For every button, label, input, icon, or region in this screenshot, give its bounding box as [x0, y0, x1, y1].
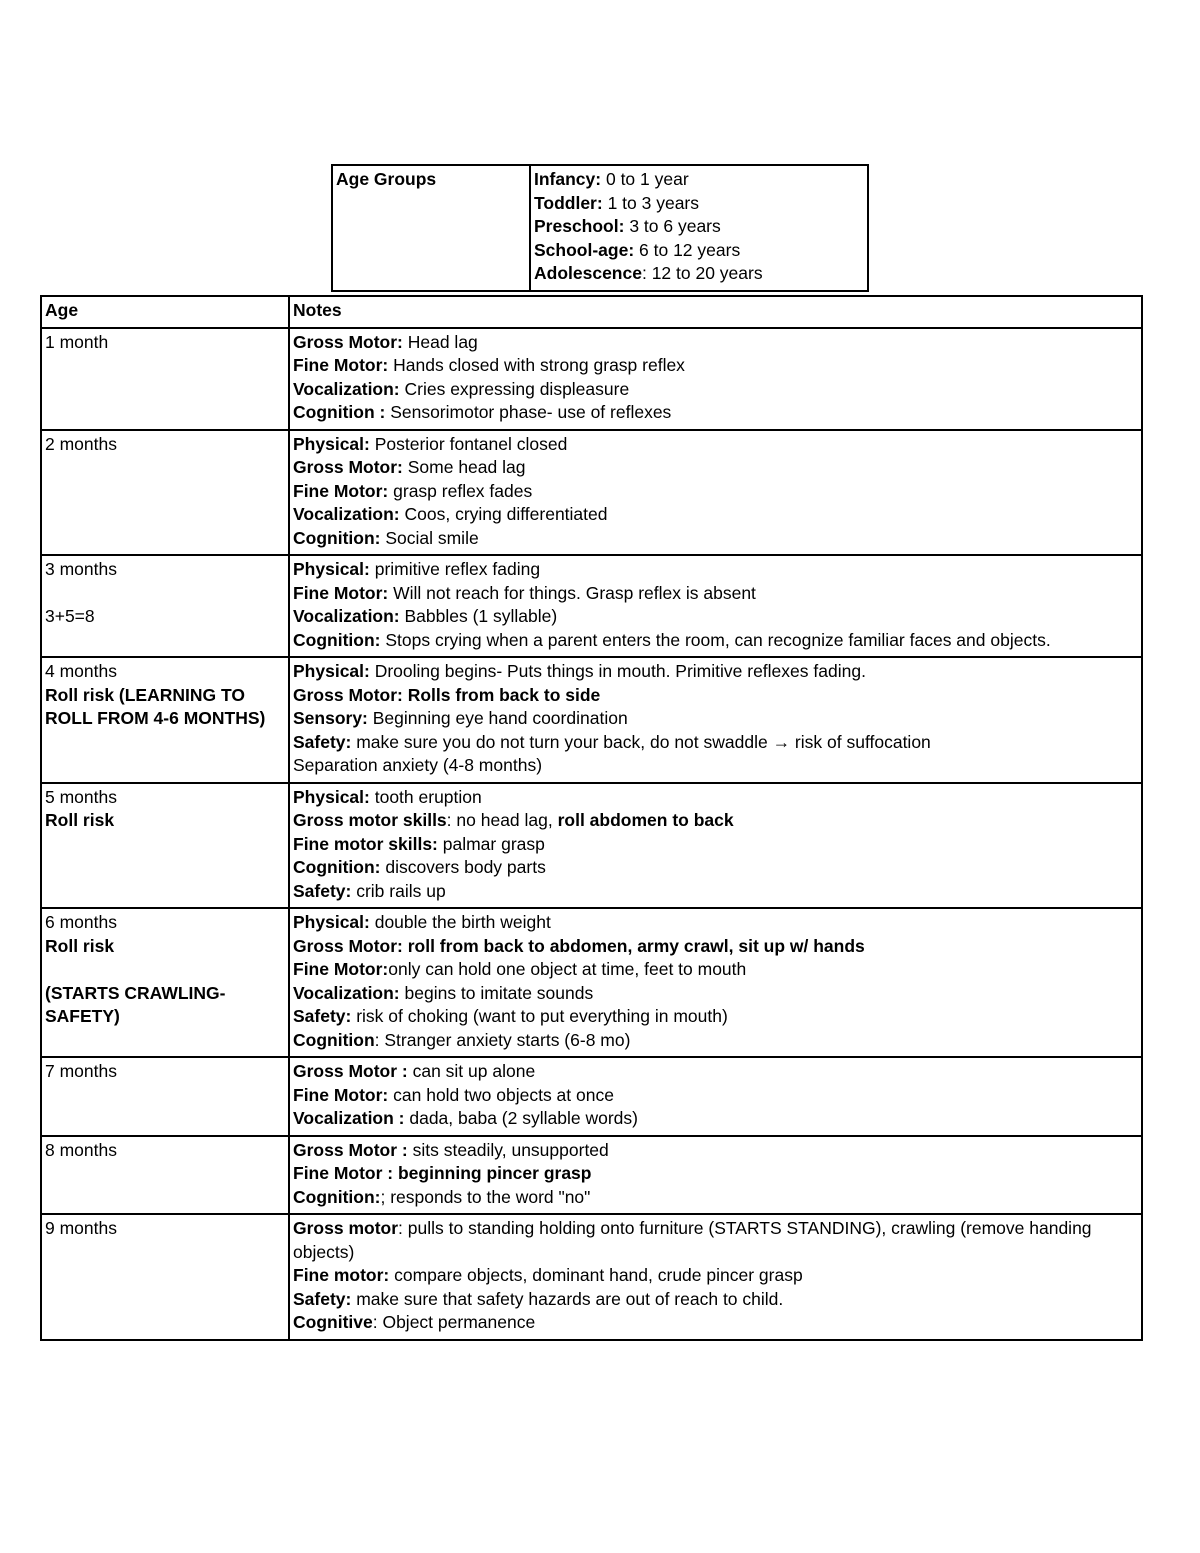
- note-text: only can hold one object at time, feet to mouth: [388, 959, 747, 979]
- note-category: Gross Motor :: [293, 1139, 408, 1160]
- note-line: [293, 1288, 1138, 1312]
- note-line: [293, 754, 1138, 778]
- milestones-table: [40, 295, 1143, 1341]
- age-groups-list: [530, 165, 868, 291]
- age-column-header: Age: [41, 296, 289, 328]
- notes-cell: [289, 430, 1142, 556]
- age-line: 3+5=8: [45, 606, 95, 626]
- note-text: grasp reflex fades: [388, 480, 533, 501]
- note-text: Will not reach for things. Grasp reflex is absent: [388, 582, 756, 603]
- note-text: can sit up alone: [407, 1061, 536, 1081]
- note-text: palmar grasp: [437, 833, 545, 854]
- age-group-range: 6 to 12 years: [634, 239, 741, 260]
- age-line: 2 months: [45, 433, 117, 454]
- notes-column-header: Notes: [289, 296, 1142, 328]
- note-line: [293, 982, 1138, 1006]
- note-text: Babbles (1 syllable): [399, 606, 558, 626]
- age-group-range: 3 to 6 years: [624, 216, 721, 236]
- note-category: Fine Motor:: [293, 582, 389, 603]
- note-text: Separation anxiety (4-8 months): [293, 755, 543, 775]
- age-line: Roll risk (LEARNING TO ROLL FROM 4-6 MONTHS): [45, 684, 266, 728]
- note-line: [293, 880, 1138, 904]
- note-category: Cognition: [293, 1029, 375, 1050]
- note-line: [293, 856, 1138, 880]
- note-category: Vocalization:: [293, 504, 400, 524]
- age-line: (STARTS CRAWLING- SAFETY): [45, 982, 226, 1026]
- note-text: Posterior fontanel closed: [369, 433, 568, 454]
- note-line: [293, 582, 1138, 606]
- note-category: roll abdomen to back: [557, 810, 734, 830]
- age-group-item: [534, 239, 864, 263]
- note-text: Some head lag: [402, 457, 526, 477]
- note-category: Safety:: [293, 880, 352, 901]
- age-line: Roll risk: [45, 935, 115, 956]
- notes-cell: [289, 657, 1142, 783]
- note-category: Gross Motor:: [293, 331, 403, 352]
- note-text: ; responds to the word "no": [380, 1186, 591, 1207]
- note-category: Gross motor: [293, 1218, 399, 1238]
- note-line: [293, 1029, 1138, 1053]
- note-line: [293, 731, 1138, 755]
- note-category: Physical:: [293, 433, 370, 454]
- note-text: tooth eruption: [369, 786, 482, 807]
- age-cell: [41, 783, 289, 909]
- notes-cell: [289, 1136, 1142, 1215]
- age-cell: [41, 430, 289, 556]
- note-category: Cognitive: [293, 1312, 373, 1332]
- note-category: Vocalization:: [293, 606, 400, 626]
- note-text: discovers body parts: [380, 857, 546, 877]
- note-line: [293, 1264, 1138, 1288]
- note-text: : Stranger anxiety starts (6-8 mo): [374, 1029, 631, 1050]
- note-category: Sensory:: [293, 708, 368, 728]
- note-category: Vocalization:: [293, 982, 400, 1003]
- note-line: [293, 1005, 1138, 1029]
- note-line: [293, 331, 1138, 355]
- age-cell: [41, 908, 289, 1057]
- notes-cell: [289, 783, 1142, 909]
- age-cell: [41, 1136, 289, 1215]
- note-category: Physical:: [293, 786, 370, 807]
- note-category: Physical:: [293, 912, 370, 932]
- table-row: [41, 908, 1142, 1057]
- note-category: Cognition:: [293, 857, 381, 877]
- note-category: Fine Motor:: [293, 1084, 389, 1105]
- note-line: [293, 480, 1138, 504]
- note-text: make sure you do not turn your back, do not swaddle → risk of suffocation: [351, 731, 931, 752]
- age-groups-label: Age Groups: [332, 165, 530, 291]
- note-category: Fine Motor:: [293, 355, 389, 375]
- notes-cell: [289, 1214, 1142, 1340]
- age-group-name: Infancy:: [534, 169, 602, 189]
- notes-cell: [289, 328, 1142, 430]
- table-row: [41, 1136, 1142, 1215]
- note-text: risk of choking (want to put everything in mouth): [351, 1006, 728, 1026]
- note-line: [293, 1107, 1138, 1131]
- age-group-item: [534, 215, 864, 239]
- note-text: can hold two objects at once: [388, 1084, 614, 1105]
- note-category: Gross Motor: roll from back to abdomen, army crawl, sit up w/ hands: [293, 935, 865, 956]
- note-line: [293, 958, 1138, 982]
- note-line: [293, 1060, 1138, 1084]
- note-category: Fine Motor:: [293, 959, 389, 979]
- note-line: [293, 1139, 1138, 1163]
- age-group-item: [534, 168, 864, 192]
- note-line: [293, 809, 1138, 833]
- note-category: Fine Motor:: [293, 480, 389, 501]
- note-line: [293, 401, 1138, 425]
- note-line: [293, 433, 1138, 457]
- table-row: [41, 1057, 1142, 1136]
- notes-cell: [289, 555, 1142, 657]
- age-line: 1 month: [45, 331, 109, 352]
- age-line: 8 months: [45, 1139, 117, 1160]
- note-category: Fine motor:: [293, 1265, 390, 1285]
- table-header-row: [41, 296, 1142, 328]
- note-line: [293, 503, 1138, 527]
- note-category: Cognition:: [293, 1186, 381, 1207]
- age-line: [45, 582, 285, 606]
- note-text: sits steadily, unsupported: [407, 1139, 609, 1160]
- note-category: Physical:: [293, 661, 370, 681]
- note-category: Cognition:: [293, 629, 381, 650]
- age-cell: [41, 328, 289, 430]
- note-line: [293, 629, 1138, 653]
- age-group-name: Toddler:: [534, 192, 603, 213]
- note-line: [293, 660, 1138, 684]
- table-row: [41, 328, 1142, 430]
- table-body: [41, 328, 1142, 1340]
- table-row: [41, 1214, 1142, 1340]
- note-text: begins to imitate sounds: [399, 982, 594, 1003]
- table-row: [41, 555, 1142, 657]
- note-line: [293, 354, 1138, 378]
- age-line: 6 months: [45, 912, 117, 932]
- note-text: Sensorimotor phase- use of reflexes: [385, 402, 672, 422]
- note-line: [293, 684, 1138, 708]
- note-category: Cognition:: [293, 527, 381, 548]
- note-text: Beginning eye hand coordination: [367, 708, 628, 728]
- note-category: Fine Motor : beginning pincer grasp: [293, 1163, 592, 1183]
- note-text: Cries expressing displeasure: [399, 378, 630, 399]
- note-category: Vocalization:: [293, 378, 400, 399]
- note-text: Coos, crying differentiated: [399, 504, 608, 524]
- note-text: make sure that safety hazards are out of reach to child.: [351, 1288, 784, 1309]
- age-groups-table: [331, 164, 869, 292]
- note-line: [293, 786, 1138, 810]
- note-text: : Object permanence: [372, 1312, 536, 1332]
- note-text: Drooling begins- Puts things in mouth. Primitive reflexes fading.: [369, 661, 866, 681]
- notes-cell: [289, 1057, 1142, 1136]
- age-line: 3 months: [45, 559, 117, 579]
- age-cell: [41, 1214, 289, 1340]
- note-line: [293, 707, 1138, 731]
- note-line: [293, 1084, 1138, 1108]
- note-text: : no head lag,: [446, 810, 558, 830]
- note-line: [293, 456, 1138, 480]
- note-text: double the birth weight: [369, 912, 551, 932]
- note-line: [293, 558, 1138, 582]
- note-line: [293, 527, 1138, 551]
- note-text: primitive reflex fading: [369, 559, 541, 579]
- age-line: Roll risk: [45, 810, 115, 830]
- note-text: compare objects, dominant hand, crude pincer grasp: [389, 1265, 803, 1285]
- note-category: Gross Motor :: [293, 1061, 408, 1081]
- note-category: Safety:: [293, 731, 352, 752]
- note-text: Head lag: [402, 331, 478, 352]
- note-line: [293, 378, 1138, 402]
- note-text: Hands closed with strong grasp reflex: [388, 355, 685, 375]
- age-cell: [41, 1057, 289, 1136]
- note-line: [293, 833, 1138, 857]
- note-line: [293, 1162, 1138, 1186]
- table-row: [41, 657, 1142, 783]
- note-line: [293, 605, 1138, 629]
- age-line: [45, 958, 285, 982]
- age-group-name: Adolescence: [534, 263, 642, 283]
- note-text: Social smile: [380, 527, 479, 548]
- age-line: 9 months: [45, 1218, 117, 1238]
- note-line: [293, 911, 1138, 935]
- note-category: Safety:: [293, 1288, 352, 1309]
- note-line: [293, 1311, 1138, 1335]
- note-text: Stops crying when a parent enters the room, can recognize familiar faces and objects.: [380, 629, 1051, 650]
- age-cell: [41, 657, 289, 783]
- table-row: [41, 783, 1142, 909]
- note-category: Fine motor skills:: [293, 833, 438, 854]
- age-group-range: 0 to 1 year: [601, 169, 689, 189]
- note-text: : pulls to standing holding onto furniture (STARTS STANDING), crawling (remove handing objects): [293, 1218, 1092, 1262]
- age-line: 5 months: [45, 786, 117, 807]
- age-group-item: [534, 192, 864, 216]
- note-category: Gross motor skills: [293, 810, 447, 830]
- note-category: Vocalization :: [293, 1108, 405, 1128]
- note-text: crib rails up: [351, 880, 446, 901]
- note-category: Gross Motor: Rolls from back to side: [293, 684, 601, 705]
- note-category: Gross Motor:: [293, 457, 403, 477]
- age-group-item: [534, 262, 864, 286]
- notes-cell: [289, 908, 1142, 1057]
- note-line: [293, 1217, 1138, 1264]
- note-line: [293, 1186, 1138, 1210]
- table-row: [41, 430, 1142, 556]
- note-text: dada, baba (2 syllable words): [404, 1108, 638, 1128]
- age-line: 4 months: [45, 661, 117, 681]
- note-line: [293, 935, 1138, 959]
- note-category: Cognition :: [293, 402, 386, 422]
- note-category: Physical:: [293, 559, 370, 579]
- age-group-name: School-age:: [534, 239, 635, 260]
- age-group-name: Preschool:: [534, 216, 625, 236]
- age-line: 7 months: [45, 1061, 117, 1081]
- note-category: Safety:: [293, 1006, 352, 1026]
- age-groups-row: [332, 165, 868, 291]
- age-group-range: : 12 to 20 years: [641, 263, 763, 283]
- age-cell: [41, 555, 289, 657]
- age-group-range: 1 to 3 years: [602, 192, 700, 213]
